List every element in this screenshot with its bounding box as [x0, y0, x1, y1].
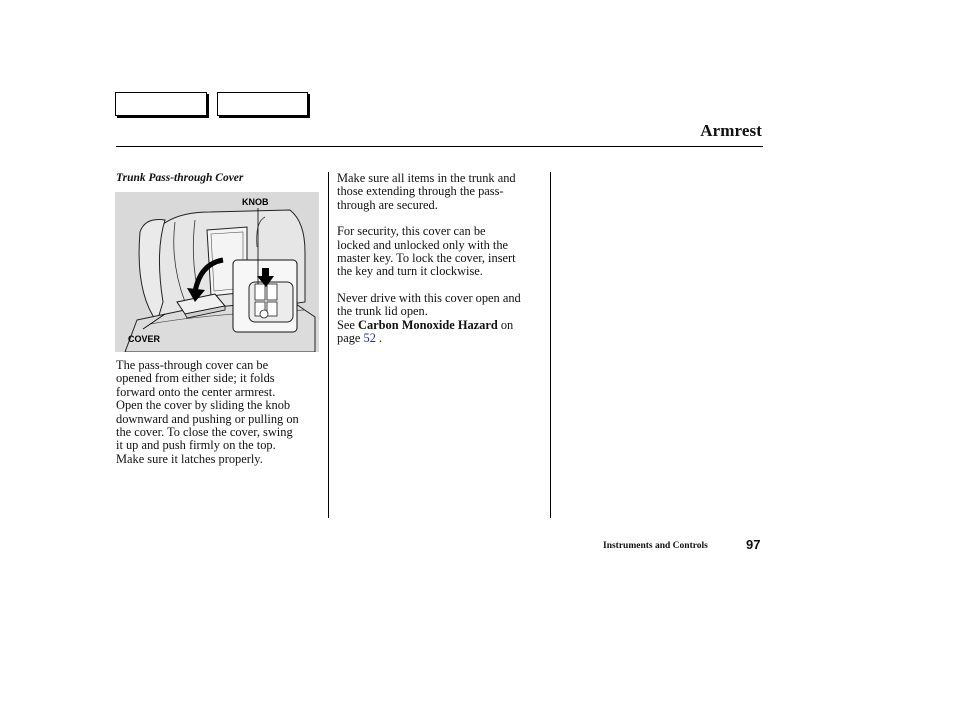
nav-button-prev[interactable] [115, 92, 207, 116]
see-prefix: See [337, 317, 358, 332]
rear-seat-illustration [115, 192, 319, 352]
right-column [337, 172, 543, 345]
see-reference-line [337, 319, 543, 332]
paragraph-secure-items: Make sure all items in the trunk and those extending through the pass- through are secured. [337, 171, 516, 212]
footer-page-number: 97 [746, 537, 761, 552]
figure-label-knob: KNOB [242, 197, 269, 207]
page-reference-line [337, 332, 543, 345]
page-52-link[interactable]: 52 [363, 331, 376, 346]
column-divider-left [328, 172, 329, 518]
carbon-monoxide-reference: Carbon Monoxide Hazard [358, 317, 498, 332]
page-title: Armrest [700, 121, 762, 140]
nav-button-next[interactable] [217, 92, 308, 116]
column-divider-right [550, 172, 551, 518]
paragraph-security-lock: For security, this cover can be locked and unlocked only with the master key. To lock the cover, insert the key and turn it clockwise. [337, 224, 516, 279]
header-divider [116, 146, 763, 147]
figure-caption: Trunk Pass-through Cover [116, 172, 244, 184]
trunk-pass-through-illustration [115, 192, 319, 352]
page-suffix: . [375, 331, 383, 346]
see-on: on [497, 317, 514, 332]
paragraph-opening-instructions: The pass-through cover can be opened from either side; it folds forward onto the center armrest. Open the cover by sliding the knob downward and pushing or pulling on the cover. To close the cover, swing it up and push firmly on the top. Make sure it latches properly. [116, 358, 299, 466]
figure-label-cover: COVER [128, 334, 161, 344]
left-column [116, 359, 322, 479]
paragraph-warning: Never drive with this cover open and the trunk lid open. [337, 290, 521, 319]
page-prefix: page [337, 331, 364, 346]
footer-section-title: Instruments and Controls [603, 541, 708, 551]
